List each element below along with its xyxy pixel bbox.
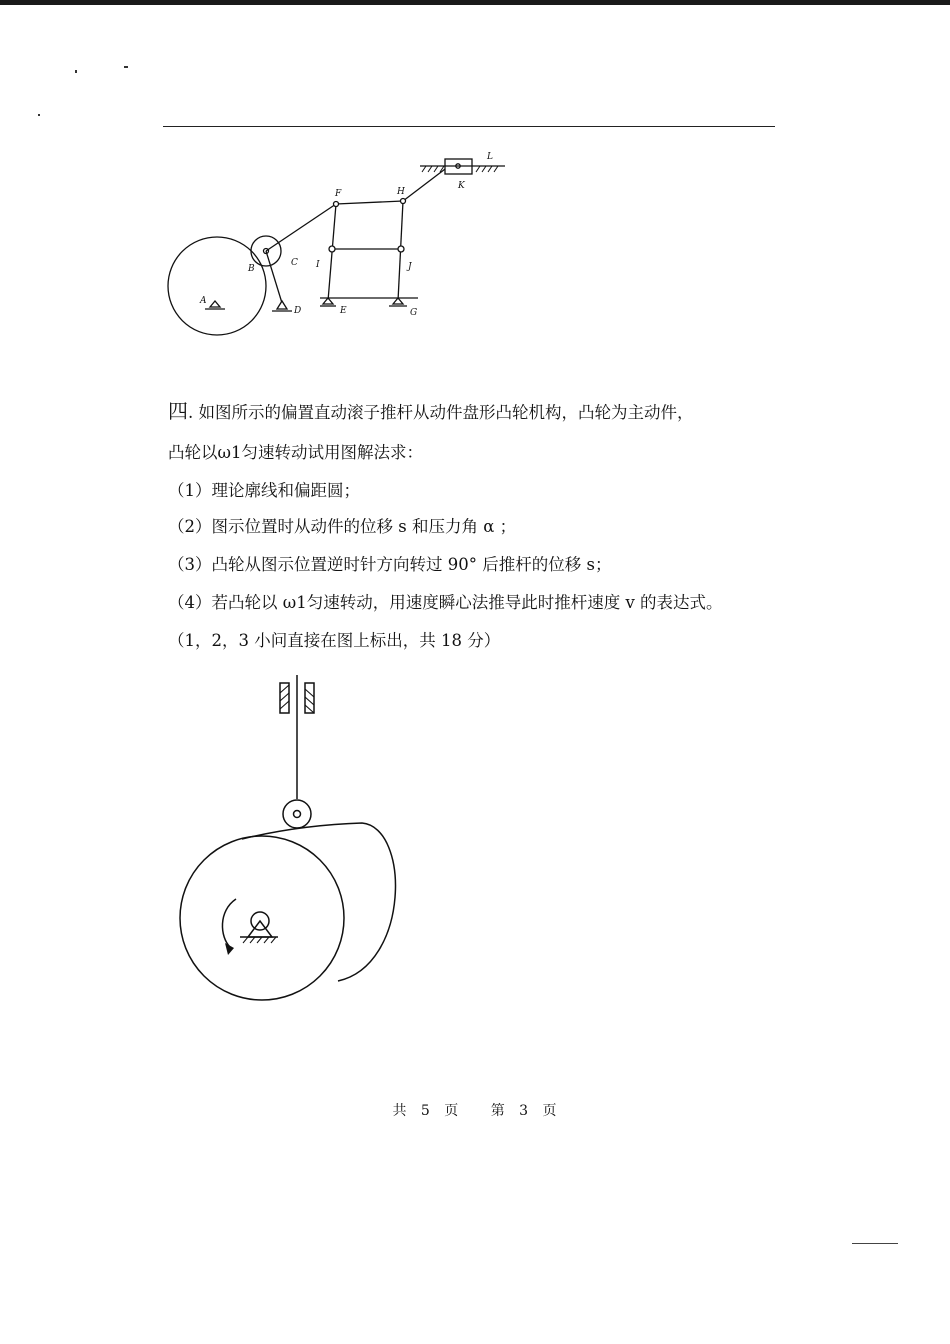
label-f: F [335, 189, 342, 199]
scan-top-edge [0, 0, 950, 5]
footer-total: 5 [420, 1103, 431, 1119]
label-l: L [487, 152, 493, 162]
scan-speck [38, 114, 40, 116]
page-footer [0, 1100, 950, 1120]
cam-follower-diagram [170, 675, 420, 1015]
label-b: B [248, 264, 255, 274]
question-item-3: （3）凸轮从图示位置逆时针方向转过 90° 后推杆的位移 s； [168, 555, 612, 574]
footer-total-prefix: 共 [392, 1103, 408, 1119]
footer-page-suffix: 页 [542, 1103, 558, 1119]
question-line-1: 四. 如图所示的偏置直动滚子推杆从动件盘形凸轮机构，凸轮为主动件， [168, 399, 694, 423]
scan-bottom-mark [852, 1243, 898, 1244]
question-text-1: 如图所示的偏置直动滚子推杆从动件盘形凸轮机构，凸轮为主动件， [198, 403, 694, 422]
question-item-4: （4）若凸轮以 ω1匀速转动，用速度瞬心法推导此时推杆速度 v 的表达式。 [168, 593, 723, 612]
scan-speck [75, 70, 77, 73]
label-h: H [397, 187, 405, 197]
linkage-mechanism-diagram [160, 145, 520, 345]
header-rule [163, 126, 775, 127]
question-item-2: （2）图示位置时从动件的位移 s 和压力角 α ； [168, 517, 517, 536]
label-c: C [291, 258, 298, 268]
label-k: K [458, 181, 465, 191]
question-line-2: 凸轮以ω1匀速转动试用图解法求： [168, 443, 423, 462]
footer-page-prefix: 第 [490, 1103, 506, 1119]
label-j: J [408, 262, 412, 272]
link-fh [336, 201, 403, 204]
question-item-1: （1）理论廓线和偏距圆； [168, 481, 360, 500]
label-d: D [294, 306, 302, 316]
cam-profile [242, 823, 395, 981]
footer-page-number: 3 [519, 1103, 530, 1119]
rotation-arrow-head [225, 943, 234, 955]
scan-speck [124, 66, 128, 68]
question-note: （1，2，3 小问直接在图上标出，共 18 分） [168, 631, 501, 650]
label-e: E [340, 306, 347, 316]
question-number: 四 [168, 399, 188, 423]
label-i: I [316, 260, 320, 270]
rotation-arrow [222, 899, 236, 947]
link-cd [266, 251, 282, 303]
label-a: A [200, 296, 207, 306]
label-g: G [410, 308, 418, 318]
footer-total-suffix: 页 [444, 1103, 460, 1119]
link-cf [266, 204, 336, 251]
